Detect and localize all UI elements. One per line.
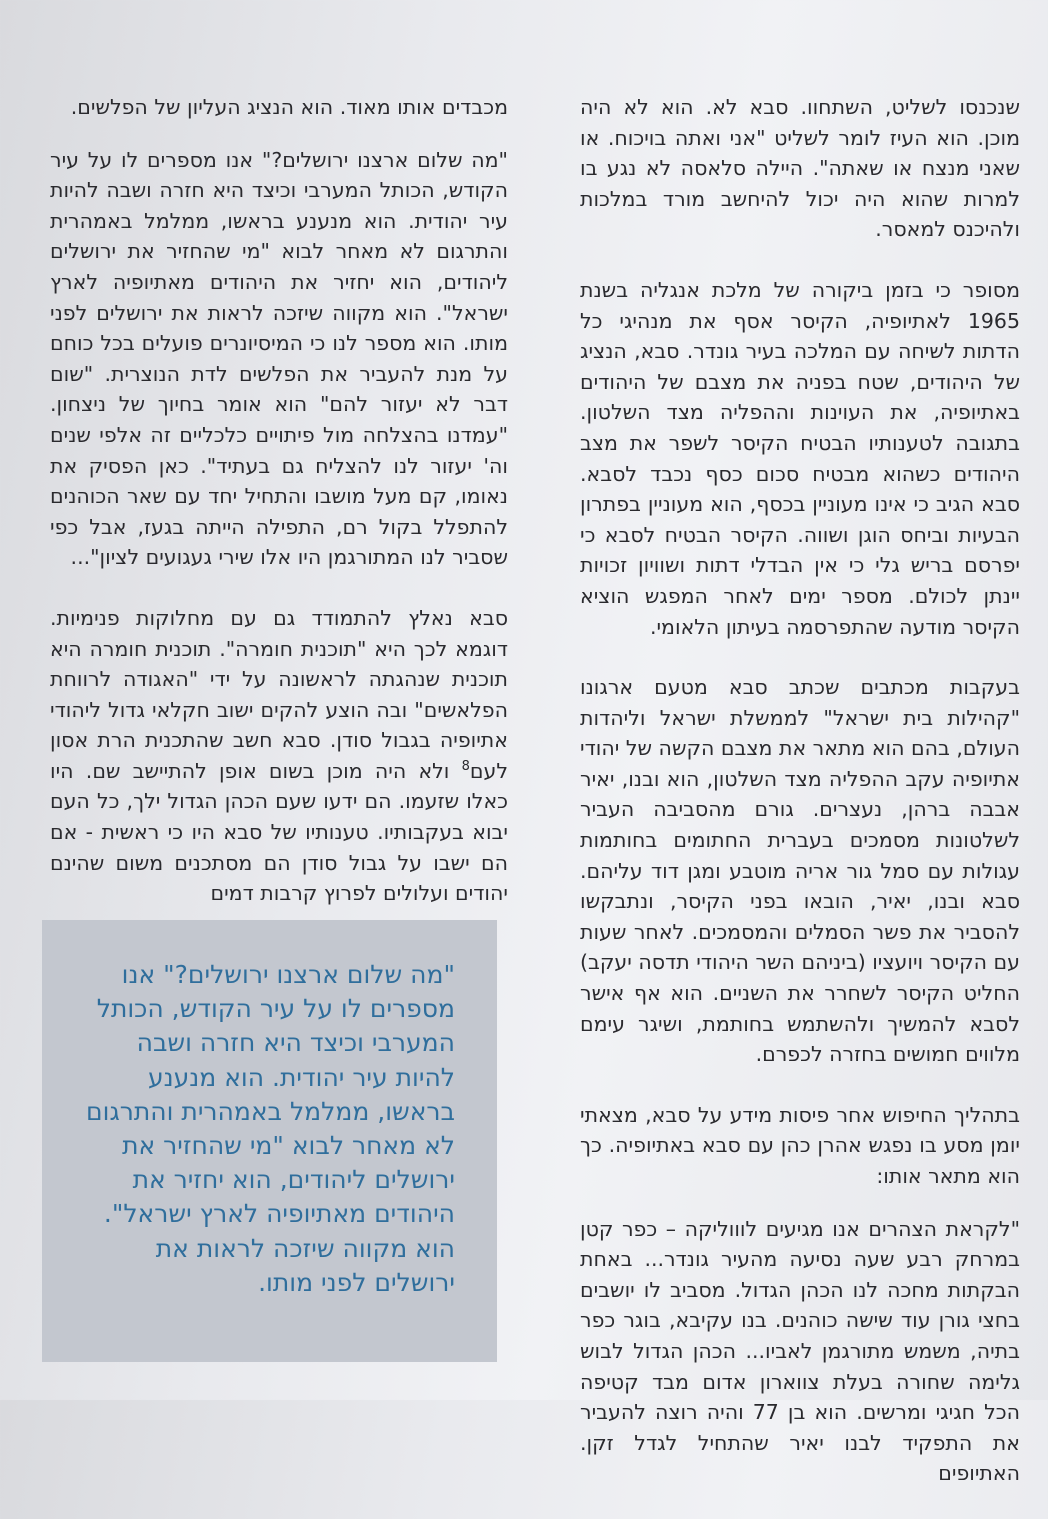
footnote-marker: 8 bbox=[461, 759, 470, 775]
pull-quote-text: "מה שלום ארצנו ירושלים?" אנו מספרים לו על עיר הקודש, הכותל המערבי וכיצד היא חזרה ושבה להיות עיר יהודית. הוא מנענע בראשו, ממלמל באמהרית והתרגום לא מאחר לבוא "מי שהחזיר את ירושלים ליהודים, הוא יחזיר את היהודים מאתיופיה לארץ ישראל". הוא מקווה שיזכה לראות את ירושלים לפני מותו. bbox=[86, 960, 455, 1297]
quoted-paragraph: "לקראת הצהרים אנו מגיעים לוווליקה – כפר קטן במרחק רבע שעה נסיעה מהעיר גונדר... באחת הבקתות מחכה לנו הכהן הגדול. מסביב לו יושבים בחצי גורן עוד שישה כוהנים. בנו עקיבא, בוגר כפר בתיה, משמש מתורגמן לאביו... הכהן הגדול לבוש גלימה שחורה בעלת צווארון אדום מבד קטיפה הכל חגיגי ומרשים. הוא בן 77 והיה רוצה להעביר את התפקיד לבנו יאיר שהתחיל לגדל זקן. האתיופים bbox=[580, 1216, 1020, 1486]
paragraph: מסופר כי בזמן ביקורה של מלכת אנגליה בשנת 1965 לאתיופיה, הקיסר אסף את מנהיגי כל הדתות לשיחה עם המלכה בעיר גונדר. סבא, הנציג של היהודים, שטח בפניה את מצבם של היהודים באתיופיה, את העוינות וההפליה מצד השלטון. בתגובה לטענותיו הבטיח הקיסר לשפר את מצב היהודים כשהוא מבטיח סכום כסף נכבד לסבא. סבא הגיב כי אינו מעוניין בכסף, הוא מעוניין בפתרון הבעיות וביחס הוגן ושווה. הקיסר הבטיח לסבא כי יפרסם בריש גלי כי אין הבדלי דתות ושוויון זכויות יינתן לכולם. מספר ימים לאחר המפגש הוציא הקיסר מודעה שהתפרסמה בעיתון הלאומי. bbox=[580, 277, 1020, 639]
paragraph: בעקבות מכתבים שכתב סבא מטעם ארגונו "קהילות בית ישראל" לממשלת ישראל וליהדות העולם, בהם הוא מתאר את מצבם הקשה של יהודי אתיופיה עקב ההפליה מצד השלטון, הוא ובנו, יאיר אבבה ברהן, נעצרים. גורם מהסביבה העביר לשלטונות מסמכים בעברית החתומים בחותמות עגולות עם סמל גור אריה מוטבע ומגן דוד עליהם. סבא ובנו, יאיר, הובאו בפני הקיסר, ונתבקשו להסביר את פשר הסמלים והמסמכים. לאחר שעות עם הקיסר ויועציו (ביניהם השר היהודי תדסה יעקב) החליט הקיסר לשחרר את השניים. הוא אף אישר לסבא להמשיך ולהשתמש בחותמת, ושיגר עימם מלווים חמושים בחזרה לכפרם. bbox=[580, 675, 1020, 1067]
right-text-column bbox=[580, 92, 1020, 1519]
paragraph: מכבדים אותו מאוד. הוא הנציג העליון של הפלשים. bbox=[70, 95, 508, 119]
paragraph: שנכנסו לשליט, השתחוו. סבא לא. הוא לא היה מוכן. הוא העיז לומר לשליט "אני ואתה בויכוח. או שאני מנצח או שאתה". היילה סלאסה לא נגע בו למרות שהוא היה יכול להיחשב מורד במלכות ולהיכנס למאסר. bbox=[580, 95, 1020, 242]
left-text-column bbox=[50, 92, 508, 939]
pull-quote-box bbox=[42, 920, 497, 1362]
paragraph bbox=[50, 603, 508, 909]
paragraph-text: ולא היה מוכן בשום אופן להתיישב שם. היו כאלו שזעמו. הם ידעו שעם הכהן הגדול ילך, כל העם יבוא בעקבותיו. טענותיו של סבא היו כי ראשית - אם הם ישבו על גבול סודן הם מסתכנים משום שהינם יהודים ועלולים לפרוץ קרבות דמים bbox=[50, 758, 508, 906]
paragraph: בתהליך החיפוש אחר פיסות מידע על סבא, מצאתי יומן מסע בו נפגש אהרן כהן עם סבא באתיופיה. כך הוא מתאר אותו: bbox=[580, 1102, 1020, 1188]
quoted-paragraph: "מה שלום ארצנו ירושלים?" אנו מספרים לו על עיר הקודש, הכותל המערבי וכיצד היא חזרה ושבה להיות עיר יהודית. הוא מנענע בראשו, ממלמל באמהרית והתרגום לא מאחר לבוא "מי שהחזיר את ירושלים ליהודים, הוא יחזיר את היהודים מאתיופיה לארץ ישראל". הוא מקווה שיזכה לראות את ירושלים לפני מותו. הוא מספר לנו כי המיסיונרים פועלים בכל כוחם על מנת להעביר את הפלשים לדת הנוצרית. "שום דבר לא יעזור להם" הוא אומר בחיוך של ניצחון. "עמדנו בהצלחה מול פיתויים כלכליים זה אלפי שנים וה' יעזור לנו להצליח גם בעתיד". כאן הפסיק את נאומו, קם מעל מושבו והתחיל יחד עם שאר הכוהנים להתפלל בקול רם, התפילה הייתה בגעז, אבל כפי שסביר לנו המתורגמן היו אלו שירי געגועים לציון"... bbox=[50, 147, 508, 570]
paragraph-text: סבא נאלץ להתמודד גם עם מחלוקות פנימיות. דוגמא לכך היא "תוכנית חומרה". תוכנית חומרה היא תוכנית שנהגתה לראשונה על ידי "האגודה לרווחת הפלאשים" ובה הוצע להקים ישוב חקלאי גדול ליהודי אתיופיה בגבול סודן. סבא חשב שהתכנית הרת אסון לעם bbox=[50, 605, 508, 783]
